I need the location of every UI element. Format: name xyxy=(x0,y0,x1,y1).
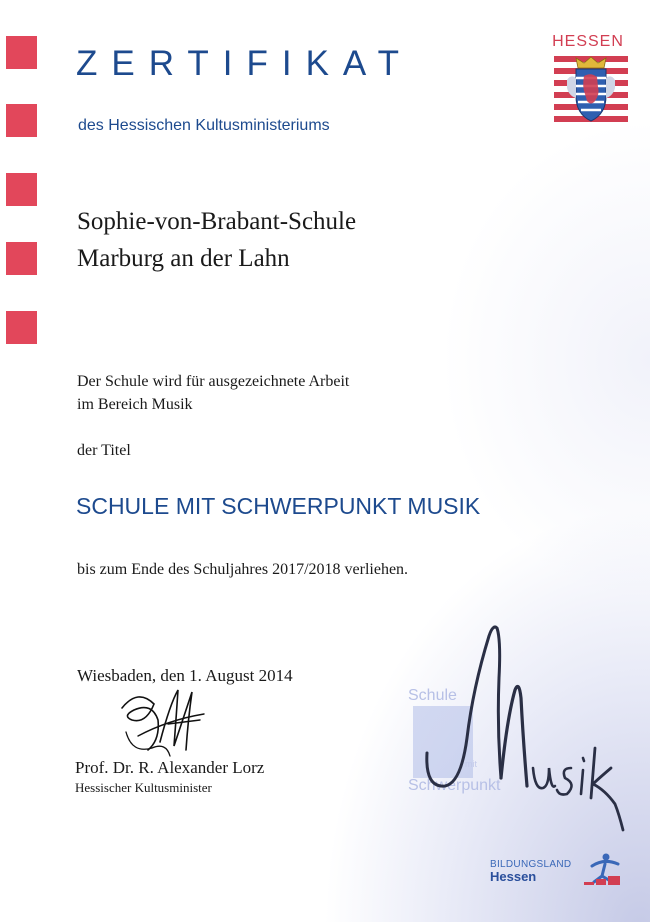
hessen-logo xyxy=(548,33,628,129)
hessen-logo-label: HESSEN xyxy=(552,33,624,50)
title-intro: der Titel xyxy=(77,442,131,459)
place-date: Wiesbaden, den 1. August 2014 xyxy=(77,666,293,685)
award-reason-line-2: im Bereich Musik xyxy=(77,396,193,413)
certificate-title: ZERTIFIKAT xyxy=(76,44,414,83)
decorative-square xyxy=(6,36,37,69)
bildungsland-figure-icon xyxy=(584,852,624,886)
signer-role: Hessischer Kultusminister xyxy=(75,780,212,795)
validity-text: bis zum Ende des Schuljahres 2017/2018 verliehen. xyxy=(77,561,409,578)
award-title: SCHULE MIT SCHWERPUNKT MUSIK xyxy=(76,493,481,519)
signature-image xyxy=(108,680,218,760)
bildungsland-hessen-label: Hessen xyxy=(490,869,537,884)
bildungsland-hessen-logo xyxy=(490,852,630,888)
decorative-square xyxy=(6,173,37,206)
decorative-square xyxy=(6,242,37,275)
bildungsland-label: BILDUNGSLAND xyxy=(490,859,572,870)
signer-name: Prof. Dr. R. Alexander Lorz xyxy=(75,758,265,777)
logo-mit-text: mit xyxy=(465,759,477,769)
schule-mit-schwerpunkt-musik-logo xyxy=(405,618,630,848)
logo-schule-text: Schule xyxy=(408,687,457,704)
school-city: Marburg an der Lahn xyxy=(77,245,290,272)
hessen-coat-of-arms-icon xyxy=(554,54,628,127)
school-name: Sophie-von-Brabant-Schule xyxy=(77,208,357,235)
logo-schwerpunkt-text: Schwerpunkt xyxy=(408,777,501,794)
decorative-square xyxy=(6,311,37,344)
certificate-subtitle: des Hessischen Kultusministeriums xyxy=(78,117,330,134)
award-reason-line-1: Der Schule wird für ausgezeichnete Arbeit xyxy=(77,373,350,390)
decorative-square xyxy=(6,104,37,137)
musik-script-mark xyxy=(405,618,630,848)
